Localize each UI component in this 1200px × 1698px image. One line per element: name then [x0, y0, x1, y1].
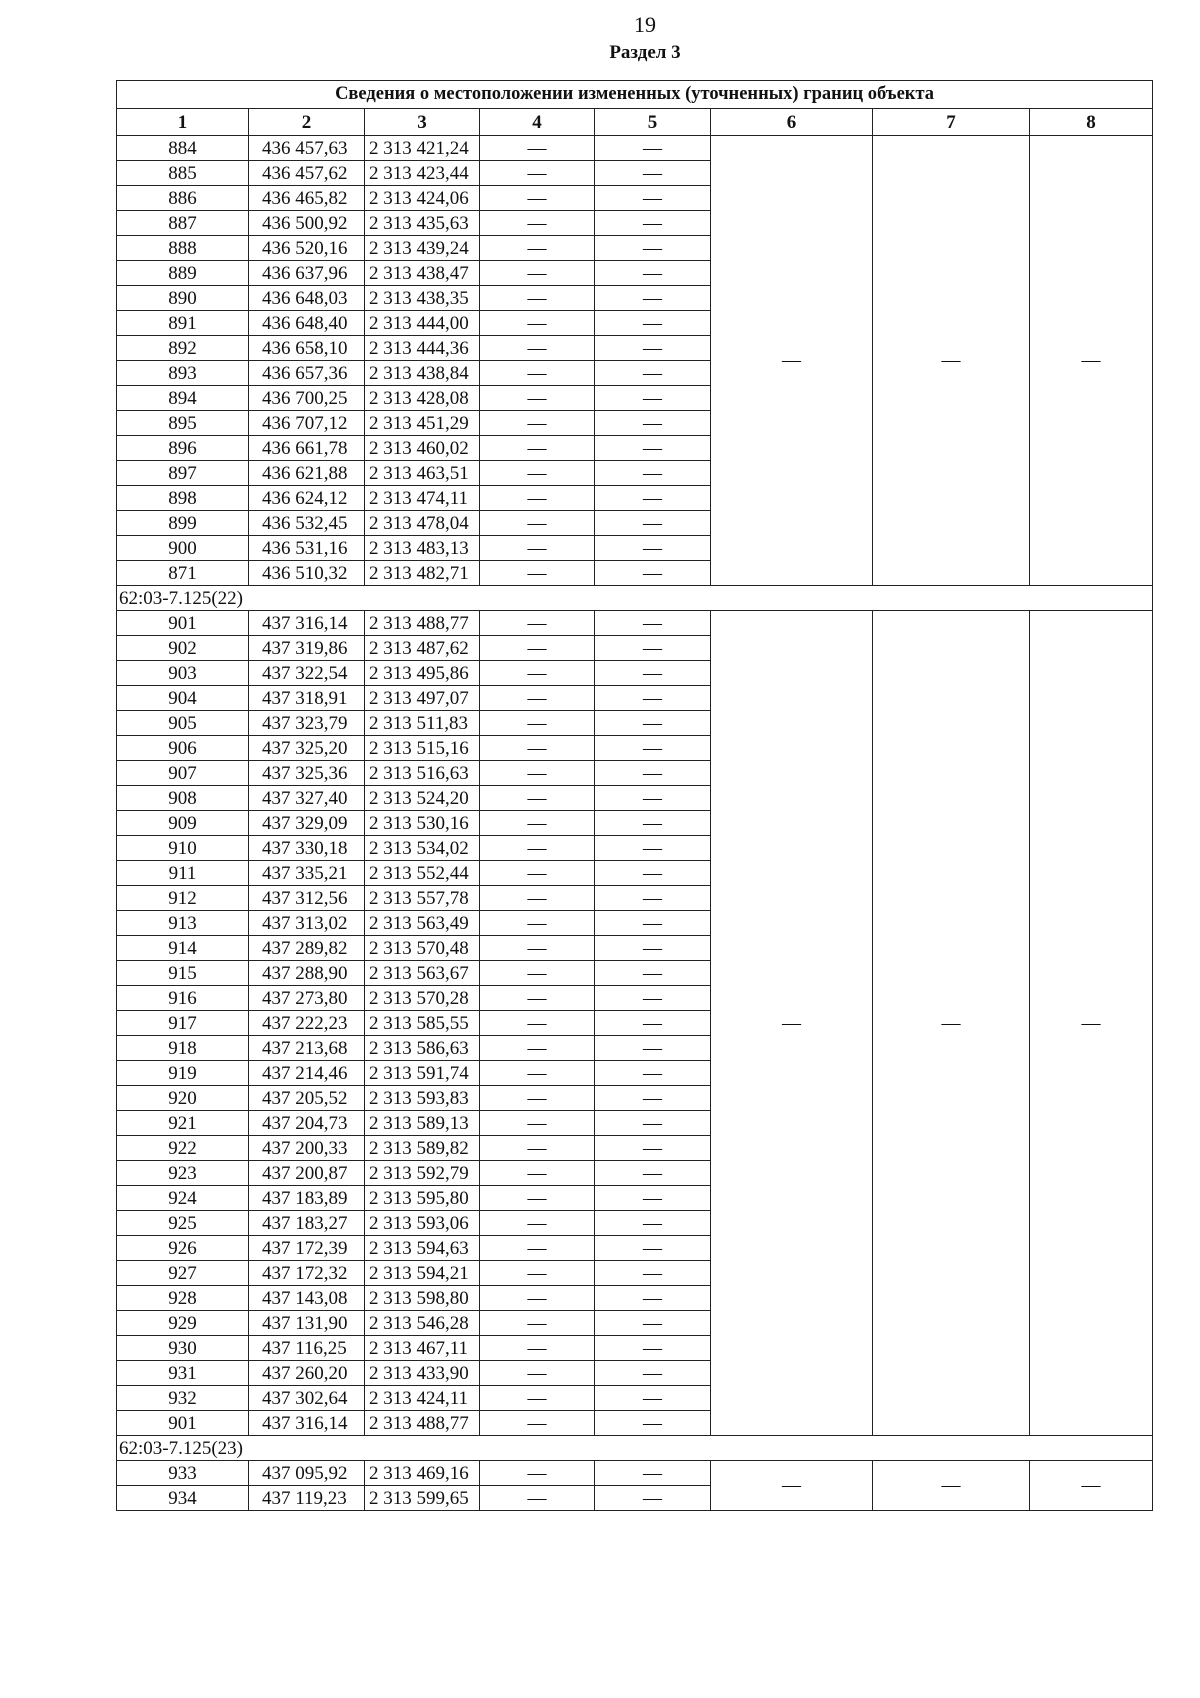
coordinate-y: 2 313 585,55	[365, 1011, 480, 1036]
coordinate-x: 436 457,62	[249, 161, 365, 186]
empty-value-dash: —	[480, 936, 595, 961]
merged-empty-value-dash: —	[1030, 136, 1153, 586]
boundary-coordinates-table	[116, 80, 1153, 1511]
empty-value-dash: —	[480, 136, 595, 161]
coordinate-y: 2 313 438,84	[365, 361, 480, 386]
empty-value-dash: —	[480, 261, 595, 286]
coordinate-x: 437 172,32	[249, 1261, 365, 1286]
empty-value-dash: —	[480, 611, 595, 636]
empty-value-dash: —	[595, 1261, 711, 1286]
point-number: 926	[117, 1236, 249, 1261]
empty-value-dash: —	[595, 686, 711, 711]
merged-empty-value-dash: —	[711, 1461, 873, 1511]
coordinate-y: 2 313 433,90	[365, 1361, 480, 1386]
coordinate-y: 2 313 444,00	[365, 311, 480, 336]
empty-value-dash: —	[480, 736, 595, 761]
coordinate-x: 436 624,12	[249, 486, 365, 511]
merged-empty-value-dash: —	[1030, 611, 1153, 1436]
point-number: 928	[117, 1286, 249, 1311]
point-number: 891	[117, 311, 249, 336]
coordinate-x: 437 327,40	[249, 786, 365, 811]
point-number: 885	[117, 161, 249, 186]
column-header: 8	[1030, 109, 1153, 136]
empty-value-dash: —	[480, 211, 595, 236]
coordinate-x: 436 510,32	[249, 561, 365, 586]
empty-value-dash: —	[480, 1236, 595, 1261]
empty-value-dash: —	[595, 161, 711, 186]
point-number: 898	[117, 486, 249, 511]
coordinate-y: 2 313 487,62	[365, 636, 480, 661]
point-number: 932	[117, 1386, 249, 1411]
point-number: 915	[117, 961, 249, 986]
empty-value-dash: —	[595, 811, 711, 836]
empty-value-dash: —	[480, 686, 595, 711]
coordinate-y: 2 313 586,63	[365, 1036, 480, 1061]
empty-value-dash: —	[480, 1461, 595, 1486]
point-number: 914	[117, 936, 249, 961]
coordinate-y: 2 313 423,44	[365, 161, 480, 186]
empty-value-dash: —	[595, 1286, 711, 1311]
coordinate-x: 436 707,12	[249, 411, 365, 436]
empty-value-dash: —	[595, 1411, 711, 1436]
coordinate-y: 2 313 478,04	[365, 511, 480, 536]
point-number: 911	[117, 861, 249, 886]
empty-value-dash: —	[595, 1036, 711, 1061]
column-header: 7	[873, 109, 1030, 136]
coordinate-x: 436 637,96	[249, 261, 365, 286]
coordinate-y: 2 313 557,78	[365, 886, 480, 911]
empty-value-dash: —	[480, 1211, 595, 1236]
empty-value-dash: —	[595, 1011, 711, 1036]
empty-value-dash: —	[480, 1186, 595, 1211]
coordinate-y: 2 313 598,80	[365, 1286, 480, 1311]
empty-value-dash: —	[480, 1036, 595, 1061]
empty-value-dash: —	[595, 1236, 711, 1261]
coordinate-x: 437 323,79	[249, 711, 365, 736]
point-number: 909	[117, 811, 249, 836]
point-number: 921	[117, 1111, 249, 1136]
empty-value-dash: —	[595, 336, 711, 361]
column-header: 1	[117, 109, 249, 136]
empty-value-dash: —	[595, 1336, 711, 1361]
coordinate-x: 436 661,78	[249, 436, 365, 461]
coordinate-x: 437 200,33	[249, 1136, 365, 1161]
empty-value-dash: —	[480, 1161, 595, 1186]
point-number: 899	[117, 511, 249, 536]
merged-empty-value-dash: —	[873, 611, 1030, 1436]
empty-value-dash: —	[595, 411, 711, 436]
merged-empty-value-dash: —	[873, 136, 1030, 586]
coordinate-x: 436 500,92	[249, 211, 365, 236]
empty-value-dash: —	[595, 486, 711, 511]
point-number: 897	[117, 461, 249, 486]
coordinate-x: 437 204,73	[249, 1111, 365, 1136]
empty-value-dash: —	[480, 786, 595, 811]
empty-value-dash: —	[480, 911, 595, 936]
empty-value-dash: —	[480, 1086, 595, 1111]
empty-value-dash: —	[480, 386, 595, 411]
empty-value-dash: —	[480, 236, 595, 261]
coordinate-x: 437 260,20	[249, 1361, 365, 1386]
point-number: 889	[117, 261, 249, 286]
coordinate-y: 2 313 497,07	[365, 686, 480, 711]
empty-value-dash: —	[595, 611, 711, 636]
empty-value-dash: —	[480, 361, 595, 386]
empty-value-dash: —	[595, 1186, 711, 1211]
point-number: 917	[117, 1011, 249, 1036]
empty-value-dash: —	[595, 211, 711, 236]
empty-value-dash: —	[480, 561, 595, 586]
empty-value-dash: —	[480, 336, 595, 361]
coordinate-x: 436 531,16	[249, 536, 365, 561]
coordinate-y: 2 313 589,13	[365, 1111, 480, 1136]
coordinate-y: 2 313 599,65	[365, 1486, 480, 1511]
coordinate-y: 2 313 451,29	[365, 411, 480, 436]
empty-value-dash: —	[595, 1061, 711, 1086]
empty-value-dash: —	[480, 1361, 595, 1386]
empty-value-dash: —	[595, 736, 711, 761]
coordinate-y: 2 313 488,77	[365, 611, 480, 636]
point-number: 924	[117, 1186, 249, 1211]
empty-value-dash: —	[595, 1486, 711, 1511]
empty-value-dash: —	[595, 361, 711, 386]
empty-value-dash: —	[480, 1011, 595, 1036]
coordinate-x: 437 325,20	[249, 736, 365, 761]
point-number: 906	[117, 736, 249, 761]
empty-value-dash: —	[480, 1336, 595, 1361]
coordinate-x: 436 520,16	[249, 236, 365, 261]
coordinate-x: 437 095,92	[249, 1461, 365, 1486]
empty-value-dash: —	[595, 1136, 711, 1161]
empty-value-dash: —	[480, 1061, 595, 1086]
table-row	[117, 1461, 1153, 1486]
coordinate-y: 2 313 589,82	[365, 1136, 480, 1161]
coordinate-y: 2 313 552,44	[365, 861, 480, 886]
coordinate-y: 2 313 563,49	[365, 911, 480, 936]
coordinate-y: 2 313 495,86	[365, 661, 480, 686]
coordinate-y: 2 313 435,63	[365, 211, 480, 236]
coordinate-x: 437 316,14	[249, 611, 365, 636]
point-number: 913	[117, 911, 249, 936]
empty-value-dash: —	[595, 1386, 711, 1411]
coordinate-y: 2 313 594,21	[365, 1261, 480, 1286]
empty-value-dash: —	[480, 461, 595, 486]
empty-value-dash: —	[595, 286, 711, 311]
coordinate-y: 2 313 474,11	[365, 486, 480, 511]
point-number: 920	[117, 1086, 249, 1111]
coordinate-x: 436 657,36	[249, 361, 365, 386]
coordinate-y: 2 313 428,08	[365, 386, 480, 411]
empty-value-dash: —	[480, 161, 595, 186]
empty-value-dash: —	[480, 636, 595, 661]
table-title: Сведения о местоположении измененных (уточненных) границ объекта	[117, 81, 1153, 109]
point-number: 892	[117, 336, 249, 361]
empty-value-dash: —	[595, 861, 711, 886]
empty-value-dash: —	[480, 186, 595, 211]
empty-value-dash: —	[595, 311, 711, 336]
coordinate-x: 437 325,36	[249, 761, 365, 786]
point-number: 901	[117, 611, 249, 636]
coordinate-x: 437 116,25	[249, 1336, 365, 1361]
coordinate-x: 437 222,23	[249, 1011, 365, 1036]
coordinate-x: 437 214,46	[249, 1061, 365, 1086]
table-row	[117, 611, 1153, 636]
empty-value-dash: —	[595, 536, 711, 561]
coordinate-x: 437 143,08	[249, 1286, 365, 1311]
coordinate-x: 437 183,89	[249, 1186, 365, 1211]
coordinate-y: 2 313 594,63	[365, 1236, 480, 1261]
point-number: 912	[117, 886, 249, 911]
point-number: 930	[117, 1336, 249, 1361]
coordinate-x: 436 621,88	[249, 461, 365, 486]
empty-value-dash: —	[480, 711, 595, 736]
point-number: 888	[117, 236, 249, 261]
coordinate-x: 437 172,39	[249, 1236, 365, 1261]
empty-value-dash: —	[595, 961, 711, 986]
coordinate-y: 2 313 591,74	[365, 1061, 480, 1086]
point-number: 890	[117, 286, 249, 311]
empty-value-dash: —	[595, 761, 711, 786]
coordinate-x: 437 335,21	[249, 861, 365, 886]
page-number: 19	[634, 12, 656, 37]
point-number: 905	[117, 711, 249, 736]
point-number: 910	[117, 836, 249, 861]
coordinate-y: 2 313 534,02	[365, 836, 480, 861]
parcel-header-row	[117, 1436, 1153, 1461]
empty-value-dash: —	[595, 386, 711, 411]
point-number: 884	[117, 136, 249, 161]
empty-value-dash: —	[595, 1461, 711, 1486]
coordinate-x: 437 329,09	[249, 811, 365, 836]
empty-value-dash: —	[595, 661, 711, 686]
empty-value-dash: —	[595, 636, 711, 661]
empty-value-dash: —	[480, 761, 595, 786]
empty-value-dash: —	[480, 436, 595, 461]
empty-value-dash: —	[480, 486, 595, 511]
table-title-row	[117, 81, 1153, 109]
empty-value-dash: —	[480, 511, 595, 536]
empty-value-dash: —	[480, 886, 595, 911]
section-title: Раздел 3	[609, 42, 681, 63]
point-number: 931	[117, 1361, 249, 1386]
empty-value-dash: —	[595, 1111, 711, 1136]
column-header: 6	[711, 109, 873, 136]
coordinate-y: 2 313 444,36	[365, 336, 480, 361]
coordinate-x: 437 289,82	[249, 936, 365, 961]
column-header: 2	[249, 109, 365, 136]
empty-value-dash: —	[480, 811, 595, 836]
coordinate-y: 2 313 530,16	[365, 811, 480, 836]
empty-value-dash: —	[595, 711, 711, 736]
empty-value-dash: —	[480, 836, 595, 861]
empty-value-dash: —	[595, 986, 711, 1011]
empty-value-dash: —	[595, 561, 711, 586]
coordinate-x: 437 322,54	[249, 661, 365, 686]
coordinate-y: 2 313 438,47	[365, 261, 480, 286]
empty-value-dash: —	[480, 286, 595, 311]
point-number: 927	[117, 1261, 249, 1286]
empty-value-dash: —	[480, 1286, 595, 1311]
coordinate-y: 2 313 524,20	[365, 786, 480, 811]
empty-value-dash: —	[595, 911, 711, 936]
empty-value-dash: —	[480, 1111, 595, 1136]
point-number: 923	[117, 1161, 249, 1186]
parcel-number: 62:03-7.125(22)	[117, 586, 1153, 611]
coordinate-x: 437 330,18	[249, 836, 365, 861]
coordinate-y: 2 313 515,16	[365, 736, 480, 761]
empty-value-dash: —	[595, 1086, 711, 1111]
coordinate-x: 437 288,90	[249, 961, 365, 986]
coordinate-x: 437 273,80	[249, 986, 365, 1011]
table-body	[117, 136, 1153, 1511]
coordinate-x: 437 316,14	[249, 1411, 365, 1436]
point-number: 925	[117, 1211, 249, 1236]
coordinate-x: 437 119,23	[249, 1486, 365, 1511]
coordinate-y: 2 313 570,28	[365, 986, 480, 1011]
point-number: 902	[117, 636, 249, 661]
merged-empty-value-dash: —	[711, 611, 873, 1436]
merged-empty-value-dash: —	[1030, 1461, 1153, 1511]
point-number: 929	[117, 1311, 249, 1336]
coordinate-y: 2 313 593,06	[365, 1211, 480, 1236]
point-number: 933	[117, 1461, 249, 1486]
coordinate-y: 2 313 483,13	[365, 536, 480, 561]
empty-value-dash: —	[480, 861, 595, 886]
table-row	[117, 136, 1153, 161]
coordinate-x: 437 319,86	[249, 636, 365, 661]
point-number: 922	[117, 1136, 249, 1161]
coordinate-y: 2 313 516,63	[365, 761, 480, 786]
coordinate-y: 2 313 593,83	[365, 1086, 480, 1111]
coordinate-y: 2 313 511,83	[365, 711, 480, 736]
point-number: 908	[117, 786, 249, 811]
coordinate-y: 2 313 424,11	[365, 1386, 480, 1411]
point-number: 871	[117, 561, 249, 586]
empty-value-dash: —	[480, 961, 595, 986]
merged-empty-value-dash: —	[873, 1461, 1030, 1511]
coordinate-x: 437 312,56	[249, 886, 365, 911]
coordinate-y: 2 313 467,11	[365, 1336, 480, 1361]
coordinate-x: 437 131,90	[249, 1311, 365, 1336]
coordinate-x: 437 205,52	[249, 1086, 365, 1111]
empty-value-dash: —	[595, 436, 711, 461]
empty-value-dash: —	[480, 1261, 595, 1286]
coordinate-y: 2 313 592,79	[365, 1161, 480, 1186]
empty-value-dash: —	[595, 461, 711, 486]
empty-value-dash: —	[595, 136, 711, 161]
coordinate-y: 2 313 570,48	[365, 936, 480, 961]
point-number: 934	[117, 1486, 249, 1511]
coordinate-x: 436 648,03	[249, 286, 365, 311]
coordinate-y: 2 313 463,51	[365, 461, 480, 486]
point-number: 887	[117, 211, 249, 236]
coordinate-x: 437 302,64	[249, 1386, 365, 1411]
empty-value-dash: —	[595, 886, 711, 911]
point-number: 886	[117, 186, 249, 211]
empty-value-dash: —	[480, 1411, 595, 1436]
empty-value-dash: —	[595, 1161, 711, 1186]
empty-value-dash: —	[595, 836, 711, 861]
point-number: 896	[117, 436, 249, 461]
coordinate-y: 2 313 460,02	[365, 436, 480, 461]
column-header: 3	[365, 109, 480, 136]
coordinate-y: 2 313 469,16	[365, 1461, 480, 1486]
point-number: 916	[117, 986, 249, 1011]
point-number: 903	[117, 661, 249, 686]
column-header-row	[117, 109, 1153, 136]
coordinate-y: 2 313 421,24	[365, 136, 480, 161]
point-number: 901	[117, 1411, 249, 1436]
empty-value-dash: —	[480, 411, 595, 436]
empty-value-dash: —	[480, 986, 595, 1011]
coordinate-x: 436 648,40	[249, 311, 365, 336]
coordinate-y: 2 313 595,80	[365, 1186, 480, 1211]
coordinate-y: 2 313 439,24	[365, 236, 480, 261]
coordinate-x: 436 532,45	[249, 511, 365, 536]
empty-value-dash: —	[595, 511, 711, 536]
point-number: 894	[117, 386, 249, 411]
empty-value-dash: —	[595, 186, 711, 211]
point-number: 919	[117, 1061, 249, 1086]
empty-value-dash: —	[595, 1361, 711, 1386]
coordinate-x: 436 658,10	[249, 336, 365, 361]
empty-value-dash: —	[480, 536, 595, 561]
coordinate-y: 2 313 482,71	[365, 561, 480, 586]
parcel-header-row	[117, 586, 1153, 611]
point-number: 900	[117, 536, 249, 561]
point-number: 918	[117, 1036, 249, 1061]
coordinate-x: 436 700,25	[249, 386, 365, 411]
empty-value-dash: —	[595, 1211, 711, 1236]
empty-value-dash: —	[595, 936, 711, 961]
coordinate-x: 437 200,87	[249, 1161, 365, 1186]
empty-value-dash: —	[480, 1311, 595, 1336]
empty-value-dash: —	[595, 236, 711, 261]
empty-value-dash: —	[480, 1136, 595, 1161]
coordinate-x: 436 457,63	[249, 136, 365, 161]
coordinate-y: 2 313 563,67	[365, 961, 480, 986]
merged-empty-value-dash: —	[711, 136, 873, 586]
coordinate-x: 437 313,02	[249, 911, 365, 936]
empty-value-dash: —	[595, 786, 711, 811]
empty-value-dash: —	[480, 311, 595, 336]
coordinate-x: 437 318,91	[249, 686, 365, 711]
point-number: 893	[117, 361, 249, 386]
coordinate-y: 2 313 546,28	[365, 1311, 480, 1336]
parcel-number: 62:03-7.125(23)	[117, 1436, 1153, 1461]
coordinate-x: 436 465,82	[249, 186, 365, 211]
column-header: 4	[480, 109, 595, 136]
empty-value-dash: —	[480, 1386, 595, 1411]
empty-value-dash: —	[595, 1311, 711, 1336]
point-number: 895	[117, 411, 249, 436]
coordinate-x: 437 213,68	[249, 1036, 365, 1061]
coordinate-y: 2 313 488,77	[365, 1411, 480, 1436]
coordinate-x: 437 183,27	[249, 1211, 365, 1236]
empty-value-dash: —	[595, 261, 711, 286]
column-header: 5	[595, 109, 711, 136]
coordinate-y: 2 313 438,35	[365, 286, 480, 311]
point-number: 904	[117, 686, 249, 711]
empty-value-dash: —	[480, 661, 595, 686]
point-number: 907	[117, 761, 249, 786]
empty-value-dash: —	[480, 1486, 595, 1511]
coordinate-y: 2 313 424,06	[365, 186, 480, 211]
